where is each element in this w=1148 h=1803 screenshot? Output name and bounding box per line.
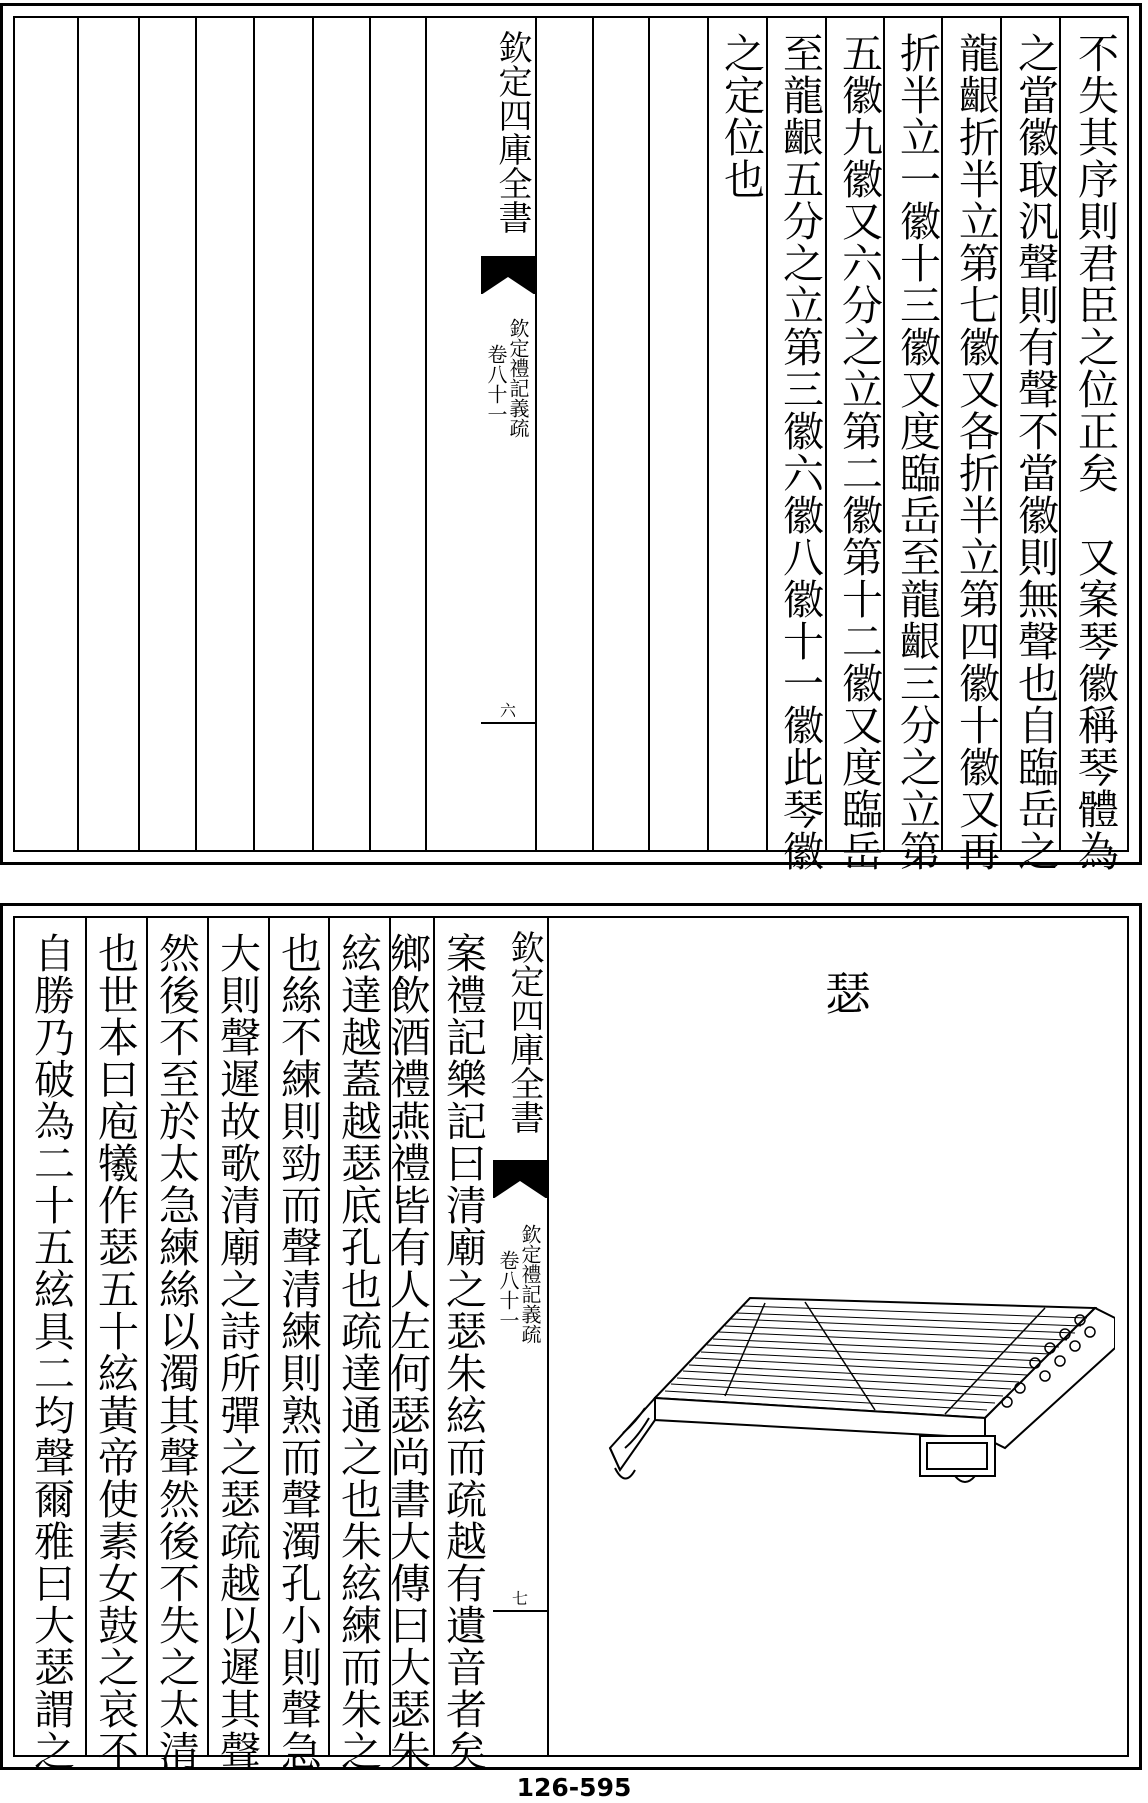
text-column: 龍齦折半立第七徽又各折半立第四徽十徽又再	[952, 32, 1000, 872]
text-column: 也絲不練則勁而聲清練則熟而聲濁孔小則聲急	[274, 932, 322, 1772]
text-column: 絃達越蓋越瑟底孔也疏達通之也朱絃練而朱之	[334, 932, 382, 1772]
folio-number: 六	[499, 701, 516, 720]
column-rule	[253, 18, 255, 850]
text-column: 折半立一徽十三徽又度臨岳至龍齦三分之立第	[893, 32, 941, 872]
column-rule	[547, 918, 549, 1755]
center-subtitle-volume: 卷八十一	[484, 344, 508, 424]
fish-tail-mark	[481, 256, 535, 294]
column-rule	[592, 18, 594, 850]
text-column: 至龍齦五分之立第三徽六徽八徽十一徽此琴徽	[776, 32, 824, 872]
fish-tail-mark	[493, 1160, 547, 1198]
text-column: 案禮記樂記曰清廟之瑟朱絃而疏越有遺音者矣	[439, 932, 487, 1772]
folio-rule	[481, 722, 535, 724]
column-rule	[535, 18, 537, 850]
column-rule	[648, 18, 650, 850]
center-title: 欽定四庫全書	[492, 30, 532, 234]
text-column: 大則聲遲故歌清廟之詩所彈之瑟疏越以遲其聲	[213, 932, 261, 1772]
text-column: 鄉飲酒禮燕禮皆有人左何瑟尚書大傳曰大瑟朱	[383, 932, 431, 1772]
center-strip	[481, 18, 535, 850]
column-rule	[369, 18, 371, 850]
bottom-page	[0, 903, 1142, 1770]
text-column: 也世本曰庖犧作瑟五十絃黃帝使素女鼓之哀不	[91, 932, 139, 1772]
center-title: 欽定四庫全書	[504, 930, 544, 1134]
text-column: 之當徽取汎聲則有聲不當徽則無聲也自臨岳之	[1011, 32, 1059, 872]
folio-rule	[493, 1610, 547, 1612]
column-rule	[195, 18, 197, 850]
column-rule	[425, 18, 427, 850]
column-rule	[138, 18, 140, 850]
folio-number: 七	[511, 1589, 528, 1608]
se-zither-illustration	[575, 1248, 1115, 1488]
top-page-frame	[13, 16, 1129, 872]
page-number: 126-595	[516, 1773, 632, 1802]
text-column: 之定位也	[717, 32, 765, 200]
text-column: 不失其序則君臣之位正矣 又案琴徽稱琴體為	[1071, 32, 1119, 872]
center-subtitle-volume: 卷八十一	[496, 1250, 520, 1330]
bottom-page-frame	[13, 916, 1129, 1772]
center-subtitle-book: 欽定禮記義疏	[506, 318, 530, 438]
figure-caption: 瑟	[825, 967, 871, 1021]
center-strip	[493, 918, 547, 1755]
column-rule	[707, 18, 709, 850]
center-subtitle-book: 欽定禮記義疏	[518, 1224, 542, 1344]
text-column: 然後不至於太急練絲以濁其聲然後不失之太清	[152, 932, 200, 1772]
column-rule	[77, 18, 79, 850]
top-page	[0, 3, 1142, 872]
text-column: 自勝乃破為二十五絃具二均聲爾雅曰大瑟謂之	[27, 932, 75, 1772]
column-rule	[312, 18, 314, 850]
text-column: 五徽九徽又六分之立第二徽第十二徽又度臨岳	[835, 32, 883, 872]
